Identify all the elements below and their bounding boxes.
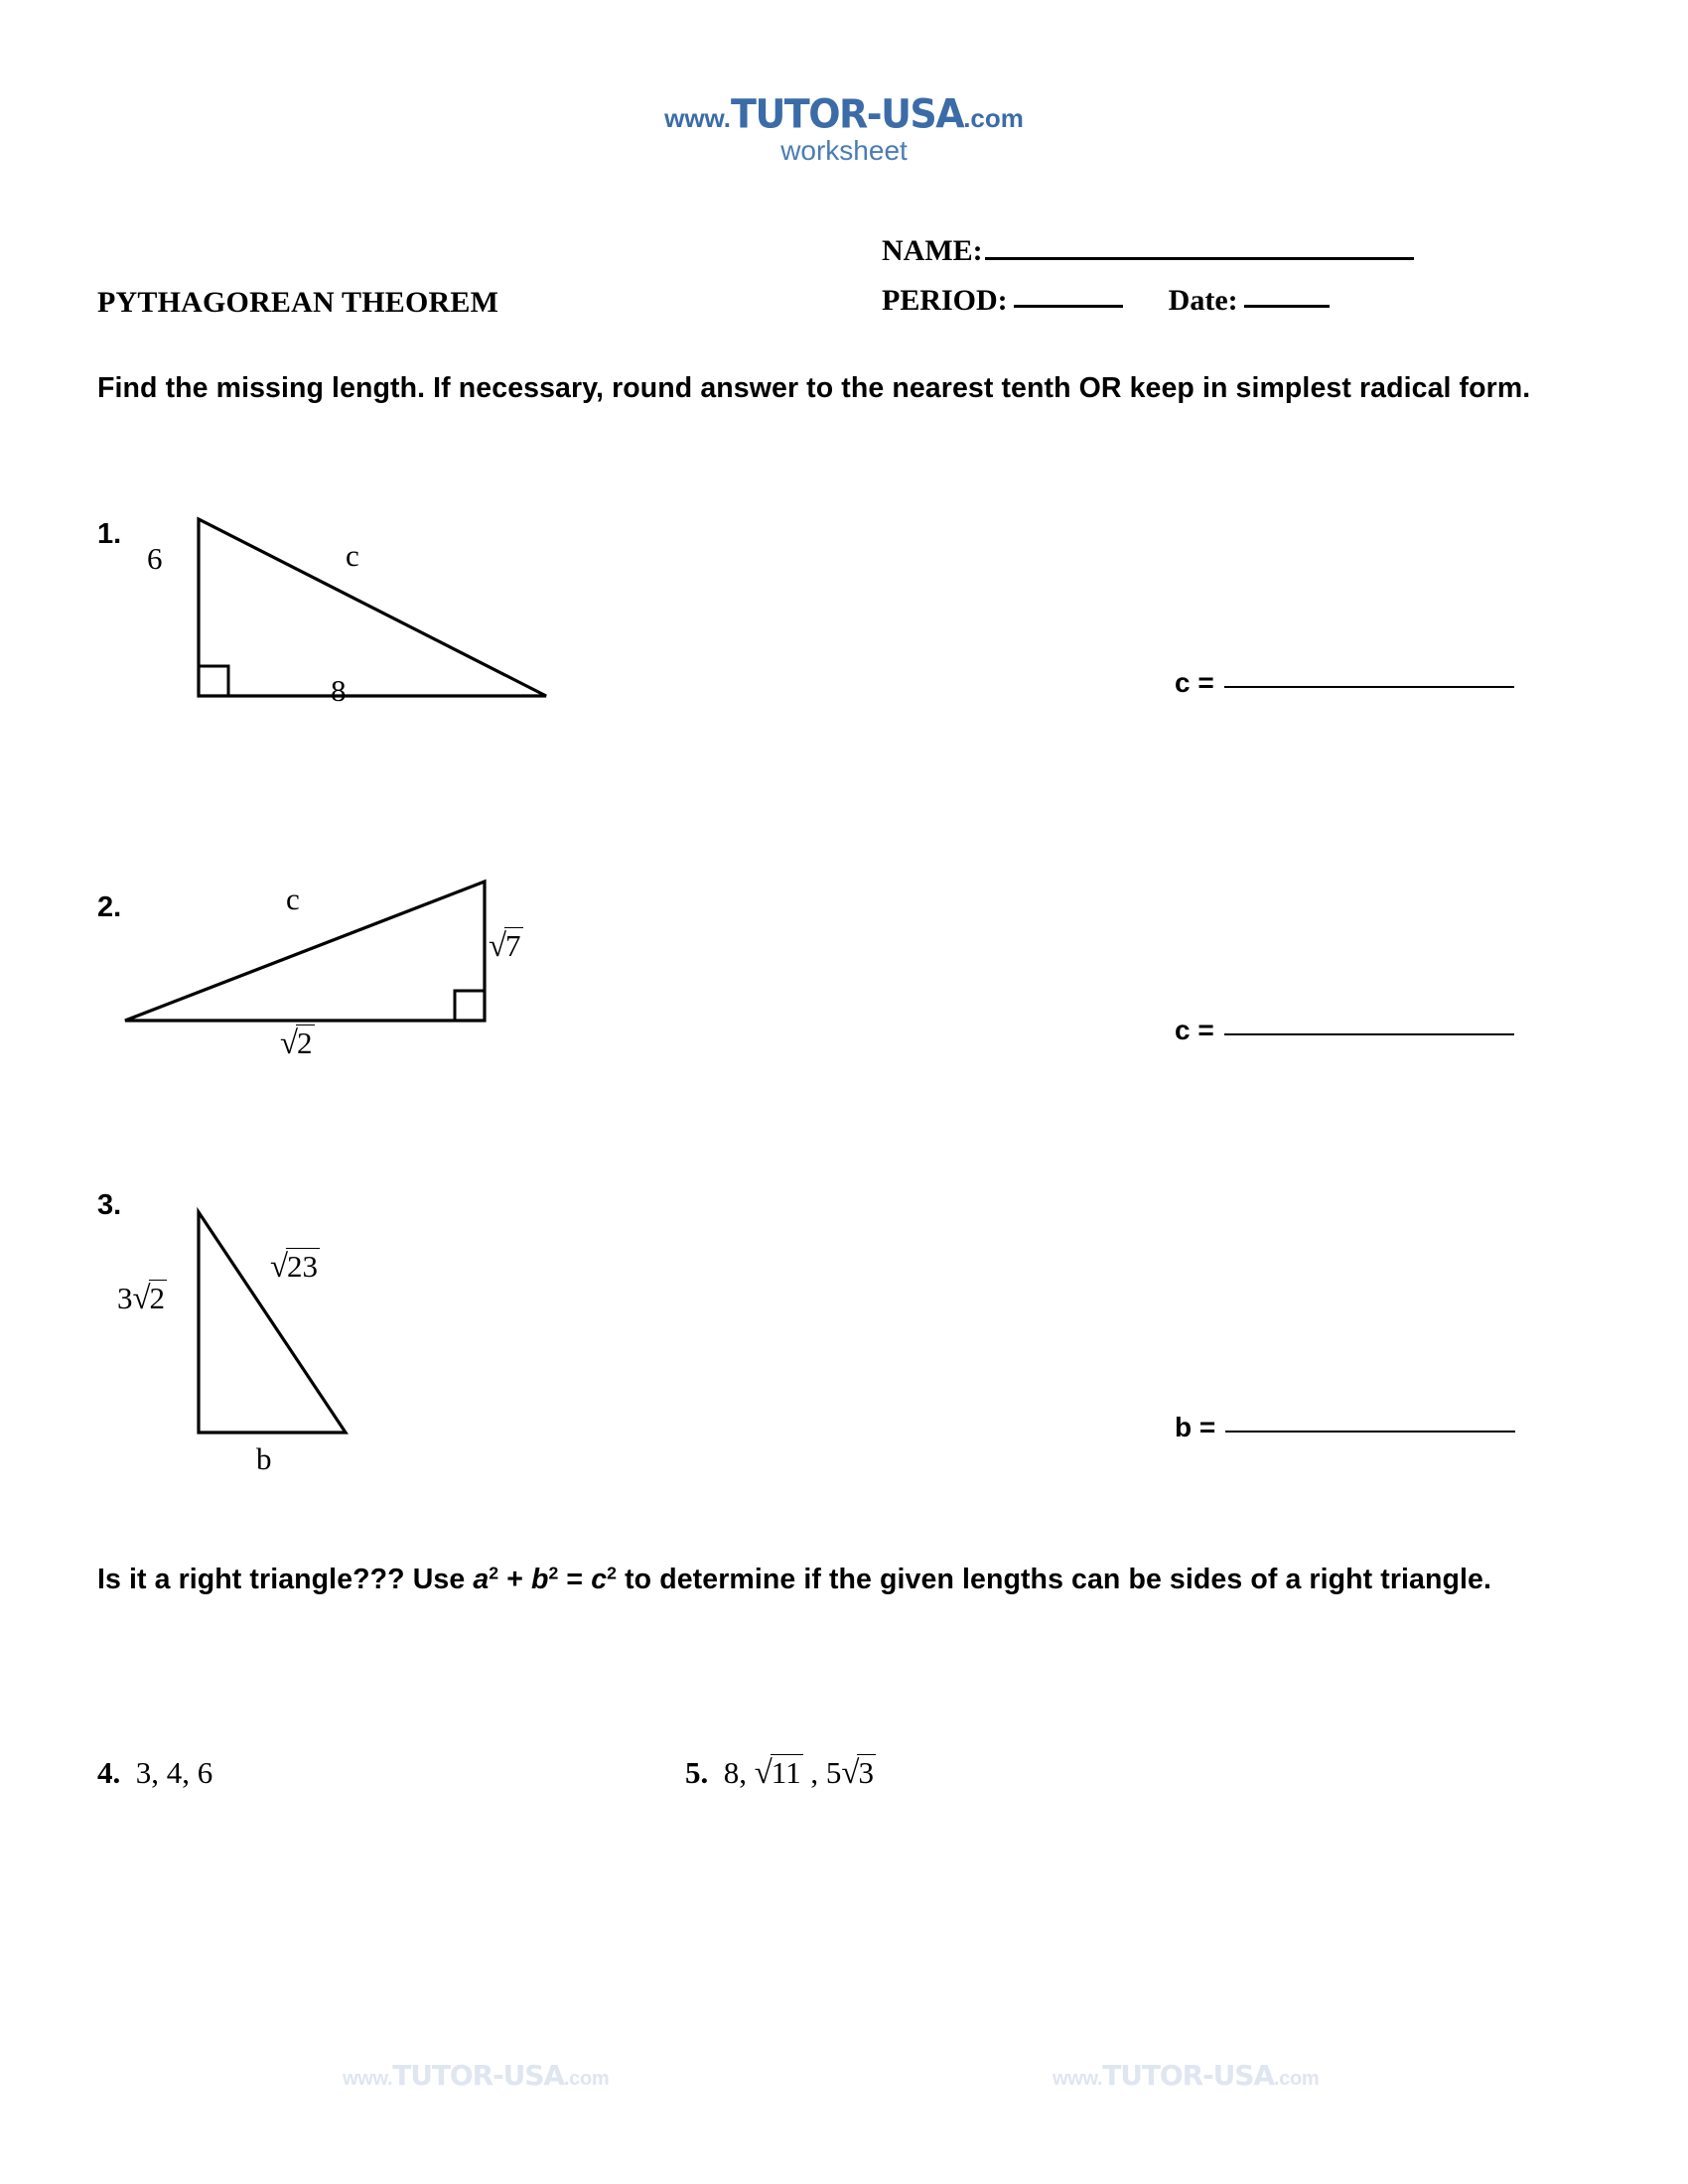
problem-1-answer: [1175, 667, 1514, 699]
problem-3-bottom-leg-label: b: [256, 1441, 272, 1476]
problem-5: [685, 1755, 876, 1792]
worksheet-header: [0, 234, 1688, 353]
radical-body: 2: [297, 1025, 313, 1060]
problem-1-hypotenuse-label: c: [346, 538, 359, 573]
watermark-com-text: .com: [563, 2068, 610, 2090]
instructions-is-it-right-triangle: [97, 1561, 1626, 1598]
watermark-www-text: www.: [343, 2068, 393, 2090]
problem-1-answer-label: c =: [1175, 667, 1214, 698]
instructions-2-part2: to determine if the given lengths can be sides of a right triangle.: [617, 1564, 1492, 1595]
page-title: PYTHAGOREAN THEOREM: [97, 286, 499, 319]
problem-2-answer: [1175, 1015, 1514, 1046]
instructions-find-missing-length: Find the missing length. If necessary, round answer to the nearest tenth OR keep in simplest radical form.: [97, 372, 1531, 404]
problem-2-answer-line[interactable]: [1224, 1033, 1514, 1035]
instructions-2-part1: Is it a right triangle??? Use: [97, 1564, 474, 1595]
watermark-brand-text: TUTOR-USA: [1102, 2059, 1274, 2092]
problem-2-hypotenuse-label: c: [286, 882, 300, 916]
name-label: NAME:: [882, 234, 983, 267]
period-label: PERIOD:: [882, 284, 1008, 317]
problem-2-number: 2.: [97, 891, 122, 923]
problem-3-vertical-leg-label: [117, 1281, 167, 1317]
exponent-c: 2: [607, 1563, 618, 1583]
name-field-row: [882, 234, 1414, 268]
logo-primary-line: [0, 90, 1688, 138]
problem-3-answer: [1175, 1412, 1515, 1443]
logo-www-text: www.: [664, 103, 732, 133]
radical-sign: √: [280, 1025, 299, 1061]
radical-sign: √: [841, 1755, 860, 1791]
problem-4-number: 4.: [97, 1755, 121, 1790]
exponent-a: 2: [489, 1563, 499, 1583]
watermark-www-text: www.: [1053, 2068, 1103, 2090]
problem-5-number: 5.: [685, 1755, 709, 1790]
variable-b: b: [530, 1564, 549, 1595]
site-logo: [0, 90, 1688, 166]
logo-subtitle: worksheet: [780, 135, 908, 166]
radical-body: 2: [149, 1281, 166, 1315]
radical-sign: √: [270, 1249, 289, 1285]
problem-3-number: 3.: [97, 1189, 122, 1221]
radical-body: 7: [505, 928, 521, 963]
period-date-field-row: [882, 284, 1330, 318]
logo-com-text: .com: [963, 103, 1024, 133]
watermark-brand-text: TUTOR-USA: [392, 2059, 564, 2092]
radical-sign: √: [489, 928, 507, 964]
problem-5-separator: , 5: [802, 1755, 842, 1790]
problem-1-horizontal-leg-label: 8: [331, 673, 347, 708]
problem-1-answer-line[interactable]: [1224, 686, 1514, 688]
radical-body: 11: [771, 1755, 801, 1790]
problem-3-hypotenuse-label: [270, 1249, 320, 1286]
problem-2-answer-label: c =: [1175, 1015, 1214, 1045]
problem-2-bottom-leg-label: [280, 1025, 315, 1062]
problem-3-answer-line[interactable]: [1225, 1431, 1515, 1433]
radical-sign: √: [754, 1755, 773, 1791]
variable-c: c: [591, 1564, 608, 1595]
exponent-b: 2: [548, 1563, 559, 1583]
logo-brand-text: TUTOR-USA: [731, 90, 964, 138]
problem-4-values: 3, 4, 6: [135, 1755, 213, 1790]
variable-a: a: [473, 1564, 490, 1595]
problem-1-figure: [179, 501, 576, 715]
footer-watermark-left: [343, 2059, 609, 2092]
problem-1-vertical-leg-label: 6: [147, 541, 163, 576]
date-input-line[interactable]: [1244, 305, 1330, 308]
date-label: Date:: [1168, 284, 1238, 317]
radical-body: 3: [858, 1755, 874, 1790]
problem-4: [97, 1755, 212, 1791]
problem-3-answer-label: b =: [1175, 1412, 1216, 1442]
problem-2-vertical-leg-label: [489, 928, 523, 965]
period-input-line[interactable]: [1014, 305, 1123, 308]
footer-watermark-right: [1053, 2059, 1319, 2092]
problem-3-figure: [179, 1196, 397, 1454]
problem-5-first-value: 8,: [723, 1755, 755, 1790]
radical-coefficient: 3: [117, 1281, 133, 1315]
problem-1-number: 1.: [97, 518, 122, 550]
watermark-com-text: .com: [1273, 2068, 1320, 2090]
name-input-line[interactable]: [985, 257, 1414, 260]
radical-sign: √: [132, 1281, 151, 1316]
instructions-plus: +: [498, 1564, 531, 1595]
problem-2-figure: [109, 864, 526, 1042]
radical-body: 23: [287, 1249, 319, 1284]
instructions-equals: =: [558, 1564, 592, 1595]
